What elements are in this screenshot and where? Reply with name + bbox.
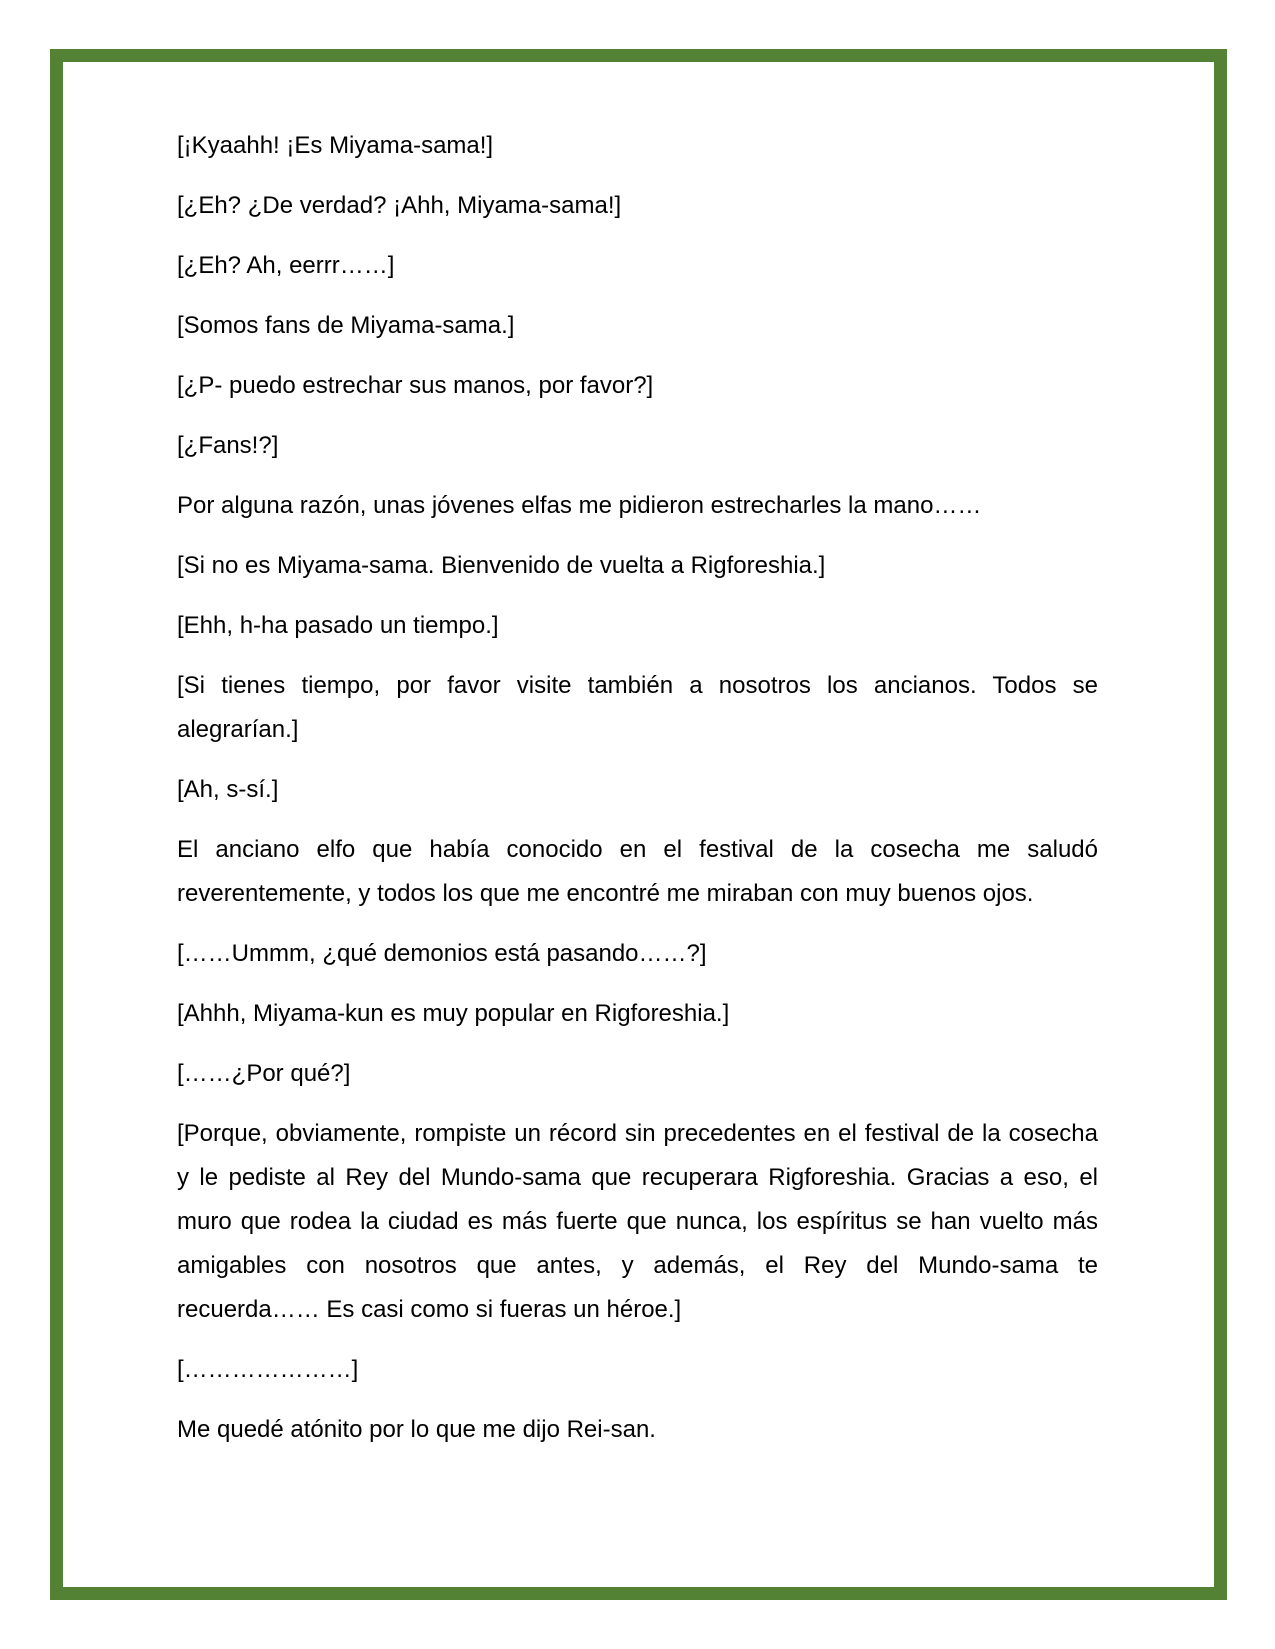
paragraph: [Si no es Miyama-sama. Bienvenido de vuelta a Rigforeshia.] [177, 552, 826, 579]
paragraph: Me quedé atónito por lo que me dijo Rei-san. [177, 1416, 656, 1443]
paragraph: [Si tienes tiempo, por favor visite también a nosotros los ancianos. Todos se alegrarían.] [177, 672, 1098, 743]
paragraph: [Somos fans de Miyama-sama.] [177, 312, 515, 339]
paragraph: [Porque, obviamente, rompiste un récord sin precedentes en el festival de la cosecha y le pediste al Rey del Mundo-sama que recuperara Rigforeshia. Gracias a eso, el muro que rodea la ciudad es más fuerte que nunca, los espíritus se han vuelto más amigables con nosotros que antes, y además, el Rey del Mundo-sama te recuerda…… Es casi como si fueras un héroe.] [177, 1120, 1098, 1323]
document-body [177, 124, 1098, 1468]
paragraph: [……Ummm, ¿qué demonios está pasando……?] [177, 940, 707, 967]
paragraph: [Ehh, h-ha pasado un tiempo.] [177, 612, 499, 639]
paragraph: [¿Eh? Ah, eerrr……] [177, 252, 395, 279]
paragraph: [Ah, s-sí.] [177, 776, 279, 803]
paragraph: [¿Eh? ¿De verdad? ¡Ahh, Miyama-sama!] [177, 192, 622, 219]
paragraph: [Ahhh, Miyama-kun es muy popular en Rigforeshia.] [177, 1000, 730, 1027]
paragraph: […………………] [177, 1356, 359, 1383]
paragraph: [¡Kyaahh! ¡Es Miyama-sama!] [177, 132, 494, 159]
paragraph: [¿Fans!?] [177, 432, 279, 459]
paragraph: [¿P- puedo estrechar sus manos, por favor?] [177, 372, 654, 399]
paragraph: [……¿Por qué?] [177, 1060, 351, 1087]
paragraph: Por alguna razón, unas jóvenes elfas me pidieron estrecharles la mano…… [177, 492, 982, 519]
paragraph: El anciano elfo que había conocido en el festival de la cosecha me saludó reverentemente, y todos los que me encontré me miraban con muy buenos ojos. [177, 836, 1098, 907]
